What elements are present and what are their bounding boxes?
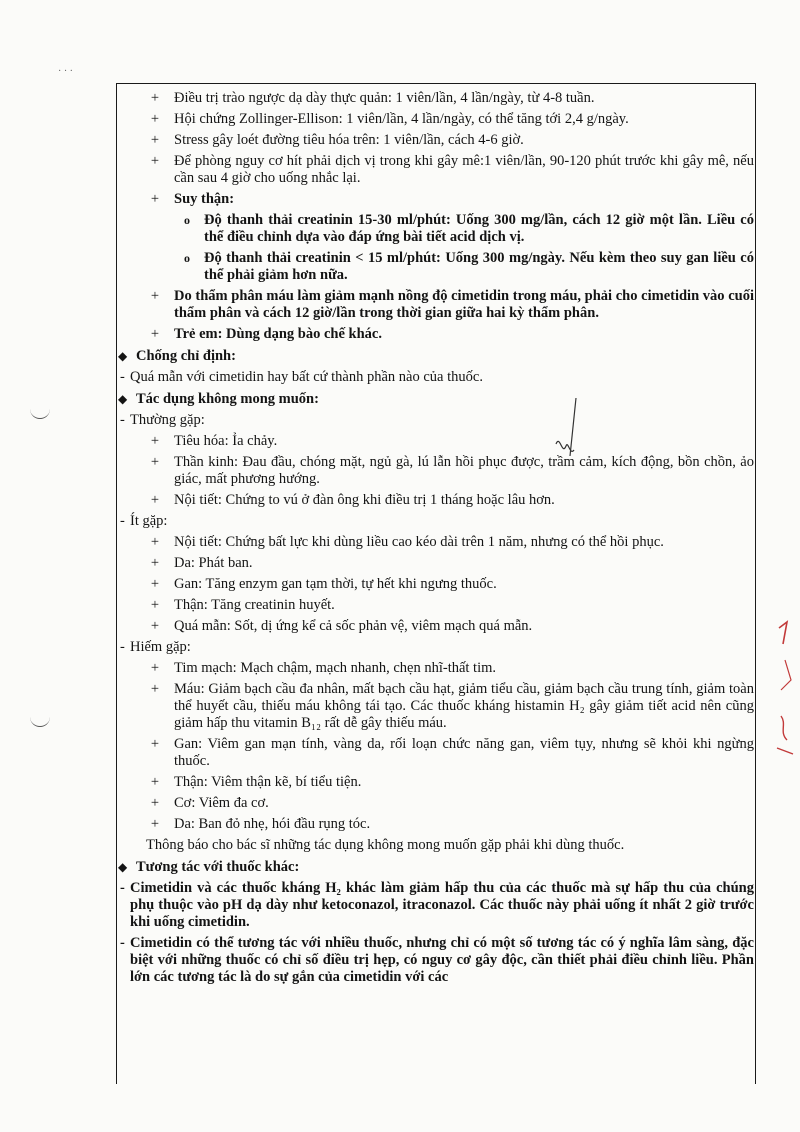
list-item-text: Độ thanh thải creatinin 15-30 ml/phút: Uống 300 mg/lần, cách 12 giờ một lần. Liều có thể điều chỉnh dựa vào đáp ứng bài tiết acid dịch vị. bbox=[204, 212, 754, 245]
scan-speck: · · · bbox=[58, 66, 73, 77]
dash-bullet: - bbox=[120, 369, 125, 385]
diamond-bullet: ◆ bbox=[118, 349, 128, 363]
diamond-bullet: ◆ bbox=[118, 860, 128, 874]
dash-bullet: - bbox=[120, 513, 125, 529]
list-item bbox=[118, 880, 754, 931]
list-item bbox=[118, 454, 754, 488]
list-item-text: Độ thanh thải creatinin < 15 ml/phút: Uống 300 mg/ngày. Nếu kèm theo suy gan liều có thể phải giảm hơn nữa. bbox=[204, 250, 754, 283]
list-item-text: Tiêu hóa: Ỉa chảy. bbox=[174, 433, 278, 449]
plus-bullet: + bbox=[150, 191, 160, 207]
list-item-text: Nội tiết: Chứng to vú ở đàn ông khi điều trị 1 tháng hoặc lâu hơn. bbox=[174, 492, 555, 508]
plus-bullet: + bbox=[150, 736, 160, 752]
dash-bullet: - bbox=[120, 935, 125, 951]
list-item bbox=[118, 326, 754, 343]
list-item-text: Hiếm gặp: bbox=[130, 639, 191, 655]
dash-bullet: - bbox=[120, 412, 125, 428]
list-item bbox=[118, 795, 754, 812]
list-item bbox=[118, 736, 754, 770]
list-item bbox=[118, 433, 754, 450]
list-item-text: Nội tiết: Chứng bất lực khi dùng liều cao kéo dài trên 1 năm, nhưng có thể hồi phục. bbox=[174, 534, 664, 550]
diamond-bullet: ◆ bbox=[118, 392, 128, 406]
hole-punch-mark bbox=[30, 712, 50, 727]
plus-bullet: + bbox=[150, 618, 160, 634]
list-item bbox=[118, 191, 754, 208]
plus-bullet: + bbox=[150, 774, 160, 790]
plus-bullet: + bbox=[150, 326, 160, 342]
list-item bbox=[118, 935, 754, 986]
plus-bullet: + bbox=[150, 90, 160, 106]
plus-bullet: + bbox=[150, 597, 160, 613]
dash-bullet: - bbox=[120, 639, 125, 655]
list-item-text: Để phòng nguy cơ hít phải dịch vị trong khi gây mê:1 viên/lần, 90-120 phút trước khi gây mê, nếu cần sau 4 giờ cho uống nhắc lại. bbox=[174, 153, 754, 186]
list-item bbox=[118, 513, 754, 530]
list-item-text: Máu: Giảm bạch cầu đa nhân, mất bạch cầu hạt, giảm tiểu cầu, giảm bạch cầu trung tính, giảm toàn thể huyết cầu, thiếu máu không tái tạo. Các thuốc kháng histamin H₂ gây giảm tiết acid nên cũng giảm hấp thu vitamin B₁₂ rất dễ gây thiếu máu. bbox=[174, 681, 754, 731]
list-item bbox=[118, 774, 754, 791]
list-item bbox=[118, 555, 754, 572]
list-item-text: Gan: Tăng enzym gan tạm thời, tự hết khi ngưng thuốc. bbox=[174, 576, 497, 592]
list-item-text: Cimetidin và các thuốc kháng H₂ khác làm giảm hấp thu của các thuốc mà sự hấp thu của chúng phụ thuộc vào pH dạ dày như ketoconazol, itraconazol. Các thuốc này phải uống ít nhất 2 giờ trước khi uống cimetidin. bbox=[130, 880, 754, 930]
list-item bbox=[118, 153, 754, 187]
list-item bbox=[118, 250, 754, 284]
list-item-text: Gan: Viêm gan mạn tính, vàng da, rối loạn chức năng gan, viêm tụy, nhưng sẽ khỏi khi ngừng thuốc. bbox=[174, 736, 754, 769]
section-heading bbox=[118, 391, 754, 408]
handwritten-initial bbox=[548, 396, 588, 471]
list-item-text: Thông báo cho bác sĩ những tác dụng không mong muốn gặp phải khi dùng thuốc. bbox=[146, 837, 625, 853]
list-item bbox=[118, 369, 754, 386]
list-item-text: Quá mẫn: Sốt, dị ứng kể cả sốc phản vệ, viêm mạch quá mẫn. bbox=[174, 618, 533, 634]
plus-bullet: + bbox=[150, 132, 160, 148]
list-item-text: Thận: Tăng creatinin huyết. bbox=[174, 597, 335, 613]
plus-bullet: + bbox=[150, 492, 160, 508]
list-item-text: Thần kinh: Đau đầu, chóng mặt, ngủ gà, lú lẫn hồi phục được, trầm cảm, kích động, bồn chồn, ảo giác, mất phương hướng. bbox=[174, 454, 754, 487]
plus-bullet: + bbox=[150, 576, 160, 592]
circle-bullet: o bbox=[184, 251, 190, 265]
list-item-text: Quá mẫn với cimetidin hay bất cứ thành phần nào của thuốc. bbox=[130, 369, 483, 385]
list-item bbox=[118, 412, 754, 429]
plus-bullet: + bbox=[150, 111, 160, 127]
list-item bbox=[118, 660, 754, 677]
list-item bbox=[118, 288, 754, 322]
list-item bbox=[118, 492, 754, 509]
list-item bbox=[118, 816, 754, 833]
list-item-text: Suy thận: bbox=[174, 191, 235, 207]
list-item-text: Thận: Viêm thận kẽ, bí tiểu tiện. bbox=[174, 774, 362, 790]
list-item-text: Trẻ em: Dùng dạng bào chế khác. bbox=[174, 326, 382, 342]
list-item-text: Da: Phát ban. bbox=[174, 555, 253, 571]
plus-bullet: + bbox=[150, 681, 160, 697]
list-item bbox=[118, 111, 754, 128]
plus-bullet: + bbox=[150, 816, 160, 832]
plus-bullet: + bbox=[150, 454, 160, 470]
plus-bullet: + bbox=[150, 288, 160, 304]
plus-bullet: + bbox=[150, 534, 160, 550]
list-item bbox=[118, 639, 754, 656]
circle-bullet: o bbox=[184, 213, 190, 227]
plus-bullet: + bbox=[150, 153, 160, 169]
list-item-text: Da: Ban đỏ nhẹ, hói đầu rụng tóc. bbox=[174, 816, 371, 832]
plus-bullet: + bbox=[150, 555, 160, 571]
list-item-text: Chống chỉ định: bbox=[136, 348, 236, 364]
plus-bullet: + bbox=[150, 433, 160, 449]
list-item bbox=[118, 597, 754, 614]
list-item-text: Cimetidin có thể tương tác với nhiều thuốc, nhưng chỉ có một số tương tác có ý nghĩa lâm sàng, đặc biệt với những thuốc có chỉ số điều trị hẹp, có nguy cơ gây độc, cần thiết phải điều chỉnh liều. Phần lớn các tương tác là do sự gắn của cimetidin với các bbox=[130, 935, 754, 985]
list-item-text: Ít gặp: bbox=[130, 513, 168, 529]
list-item-text: Thường gặp: bbox=[130, 412, 205, 428]
list-item-text: Do thẩm phân máu làm giảm mạnh nồng độ cimetidin trong máu, phải cho cimetidin vào cuối thẩm phân và cách 12 giờ/lần trong thời gian giữa hai kỳ thẩm phân. bbox=[174, 288, 754, 321]
margin-stamp-mark bbox=[773, 620, 799, 760]
hole-punch-mark bbox=[30, 404, 50, 419]
list-item bbox=[118, 534, 754, 551]
list-item bbox=[118, 837, 754, 854]
plus-bullet: + bbox=[150, 795, 160, 811]
list-item bbox=[118, 132, 754, 149]
list-item-text: Hội chứng Zollinger-Ellison: 1 viên/lần, 4 lần/ngày, có thể tăng tới 2,4 g/ngày. bbox=[174, 111, 629, 127]
section-heading bbox=[118, 348, 754, 365]
plus-bullet: + bbox=[150, 660, 160, 676]
list-item-text: Tác dụng không mong muốn: bbox=[136, 391, 319, 407]
document-body bbox=[118, 86, 754, 986]
list-item bbox=[118, 212, 754, 246]
list-item bbox=[118, 576, 754, 593]
list-item bbox=[118, 681, 754, 732]
list-item-text: Điều trị trào ngược dạ dày thực quản: 1 viên/lần, 4 lần/ngày, từ 4-8 tuần. bbox=[174, 90, 595, 106]
list-item bbox=[118, 90, 754, 107]
list-item-text: Stress gây loét đường tiêu hóa trên: 1 viên/lần, cách 4-6 giờ. bbox=[174, 132, 524, 148]
list-item bbox=[118, 618, 754, 635]
dash-bullet: - bbox=[120, 880, 125, 896]
list-item-text: Cơ: Viêm đa cơ. bbox=[174, 795, 269, 811]
list-item-text: Tương tác với thuốc khác: bbox=[136, 859, 300, 875]
list-item-text: Tim mạch: Mạch chậm, mạch nhanh, chẹn nhĩ-thất tim. bbox=[174, 660, 497, 676]
section-heading bbox=[118, 859, 754, 876]
